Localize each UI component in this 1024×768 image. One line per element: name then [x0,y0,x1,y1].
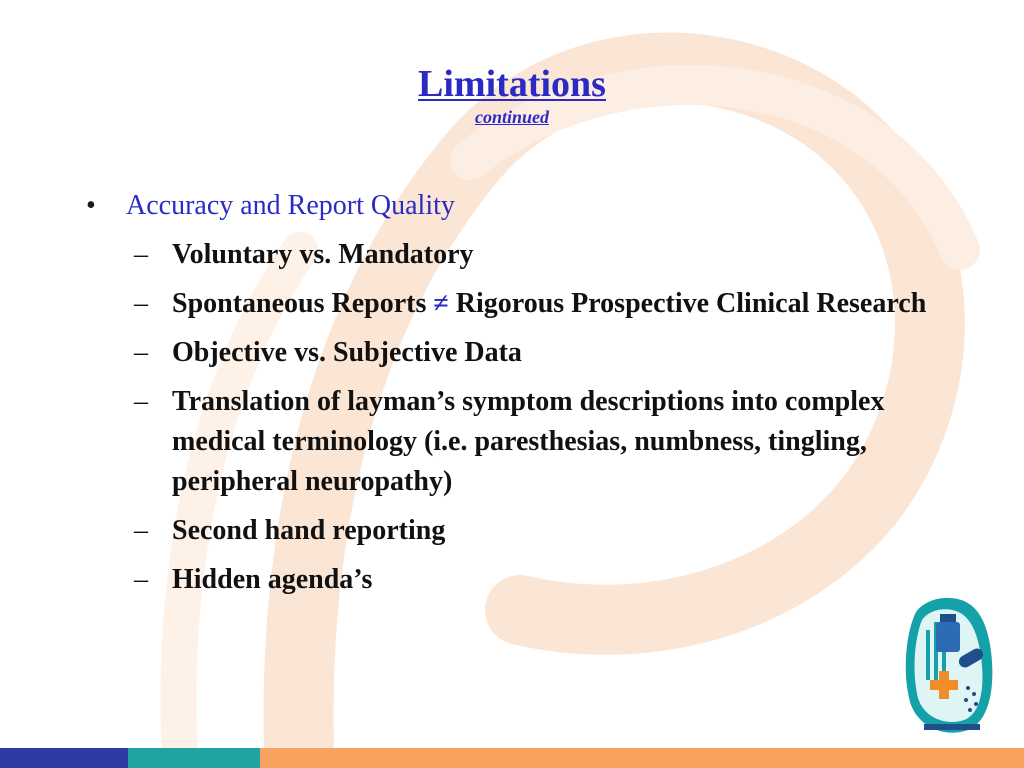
sub-bullet-text: Second hand reporting [172,515,446,546]
main-bullet-text: Accuracy and Report Quality [126,190,455,221]
sub-bullet-text: Translation of layman’s symptom descriptions into complex medical terminology (i.e. paresthesias, numbness, tingling, peripheral neuropathy) [172,386,885,497]
sub-bullet-text-after: Rigorous Prospective Clinical Research [448,288,927,319]
dash-marker: – [134,288,148,319]
sub-bullet-item [86,333,946,373]
sub-bullet-text: Voluntary vs. Mandatory [172,239,474,270]
slide-subtitle: continued [474,107,549,127]
footer-segment-teal [128,748,260,768]
sub-bullet-item [86,382,946,502]
pharmacy-logo-icon [896,592,996,740]
dash-marker: – [134,239,148,270]
bullet-dot: • [86,190,96,221]
dash-marker: – [134,564,148,595]
dash-marker: – [134,515,148,546]
title-block [0,62,1024,128]
sub-bullet-item [86,560,946,600]
main-bullet [86,186,946,226]
sub-bullet-item [86,511,946,551]
sub-bullet-text: Hidden agenda’s [172,564,373,595]
content [86,186,946,600]
footer-bar [0,748,1024,768]
sub-bullet-item [86,284,946,324]
dash-marker: – [134,386,148,417]
sub-bullet-list [86,235,946,600]
not-equal-symbol: ≠ [433,288,449,319]
sub-bullet-item [86,235,946,275]
sub-bullet-text-before: Spontaneous Reports [172,288,434,319]
footer-segment-blue [0,748,128,768]
footer-segment-orange [260,748,1024,768]
dash-marker: – [134,337,148,368]
sub-bullet-text: Objective vs. Subjective Data [172,337,522,368]
slide-title: Limitations [418,63,606,105]
